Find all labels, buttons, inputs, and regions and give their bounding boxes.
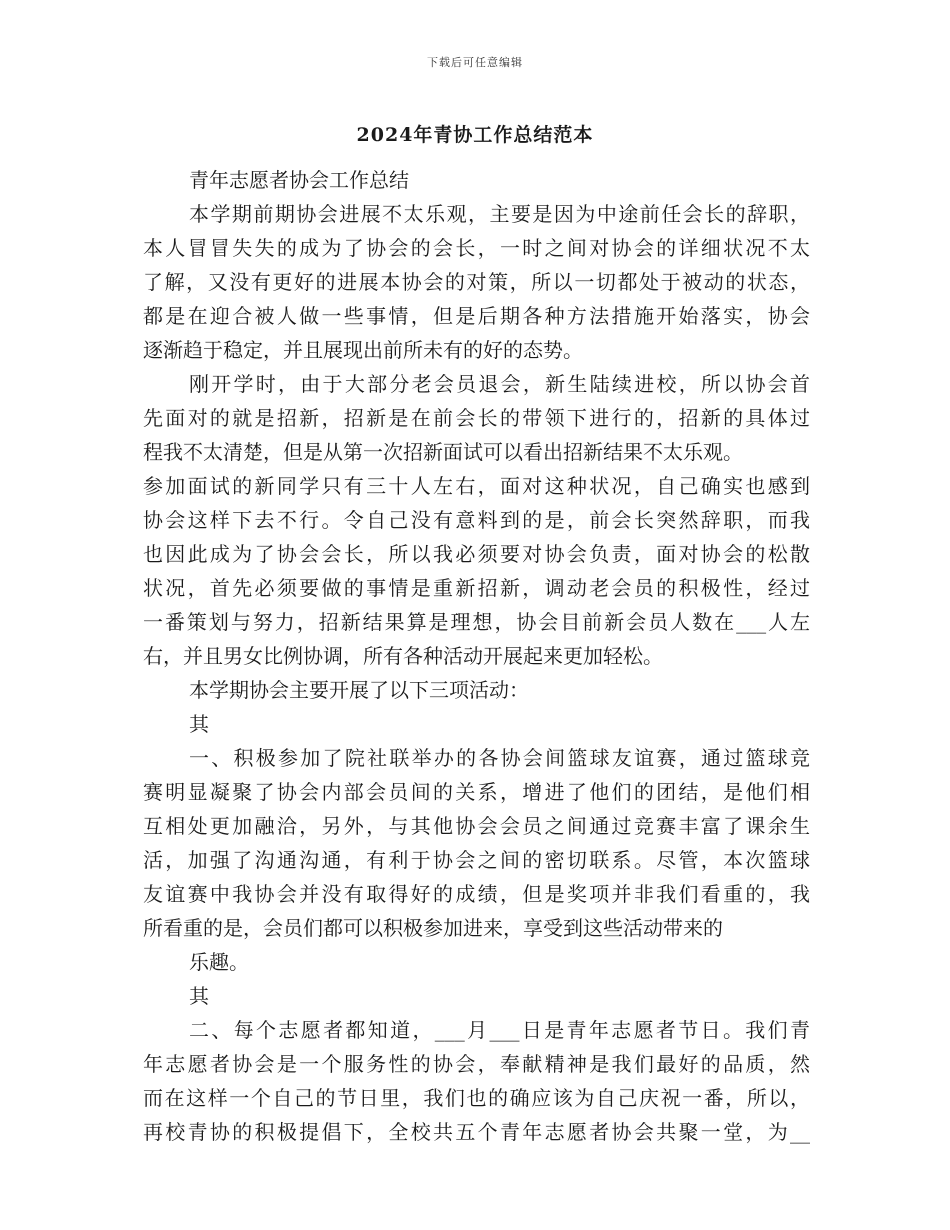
- text-line: 参加面试的新同学只有三十人左右，面对这种状况，自己确实也感到: [143, 474, 810, 498]
- document-body: [143, 163, 810, 1149]
- text-line: 本人冒冒失失的成为了协会的会长，一时之间对协会的详细状况不太: [143, 236, 810, 260]
- text-line: 协会这样下去不行。令自己没有意料到的是，前会长突然辞职，而我: [143, 508, 810, 532]
- text-line: 二、每个志愿者都知道，___月___日是青年志愿者节日。我们青: [189, 1018, 810, 1042]
- text-line: 一番策划与努力，招新结果算是理想，协会目前新会员人数在___人左: [143, 610, 810, 634]
- text-line: 先面对的就是招新，招新是在前会长的带领下进行的，招新的具体过: [143, 406, 810, 430]
- text-line: 互相处更加融洽，另外，与其他协会会员之间通过竞赛丰富了课余生: [143, 814, 810, 838]
- text-line: 青年志愿者协会工作总结: [189, 168, 409, 192]
- text-line: 也因此成为了协会会长，所以我必须要对协会负责，面对协会的松散: [143, 542, 810, 566]
- text-line: 本学期前期协会进展不太乐观，主要是因为中途前任会长的辞职，: [189, 202, 810, 226]
- text-line: 其: [189, 984, 209, 1008]
- text-line: 其: [189, 712, 209, 736]
- text-line: 本学期协会主要开展了以下三项活动：: [189, 678, 529, 702]
- text-line: 刚开学时，由于大部分老会员退会，新生陆续进校，所以协会首: [189, 372, 810, 396]
- document-title: 2024年青协工作总结范本: [356, 124, 594, 146]
- text-line: 活，加强了沟通沟通，有利于协会之间的密切联系。尽管，本次篮球: [143, 848, 810, 872]
- page-header-note: 下载后可任意编辑: [427, 56, 523, 69]
- text-line: 所看重的是，会员们都可以积极参加进来，享受到这些活动带来的: [143, 916, 723, 940]
- text-line: 乐趣。: [189, 950, 249, 974]
- text-line: 一、积极参加了院社联举办的各协会间篮球友谊赛，通过篮球竞: [189, 746, 810, 770]
- text-line: 逐渐趋于稳定，并且展现出前所未有的好的态势。: [143, 338, 583, 362]
- text-line: 再校青协的积极提倡下，全校共五个青年志愿者协会共聚一堂，为__: [143, 1120, 810, 1144]
- text-line: 程我不太清楚，但是从第一次招新面试可以看出招新结果不太乐观。: [143, 440, 743, 464]
- text-line: 了解，又没有更好的进展本协会的对策，所以一切都处于被动的状态，: [143, 270, 810, 294]
- text-line: 年志愿者协会是一个服务性的协会，奉献精神是我们最好的品质，然: [143, 1052, 810, 1076]
- text-line: 状况，首先必须要做的事情是重新招新，调动老会员的积极性，经过: [143, 576, 810, 600]
- text-line: 而在这样一个自己的节日里，我们也的确应该为自己庆祝一番，所以，: [143, 1086, 810, 1110]
- text-line: 右，并且男女比例协调，所有各种活动开展起来更加轻松。: [143, 644, 663, 668]
- text-line: 赛明显凝聚了协会内部会员间的关系，增进了他们的团结，是他们相: [143, 780, 810, 804]
- text-line: 都是在迎合被人做一些事情，但是后期各种方法措施开始落实，协会: [143, 304, 810, 328]
- text-line: 友谊赛中我协会并没有取得好的成绩，但是奖项并非我们看重的，我: [143, 882, 810, 906]
